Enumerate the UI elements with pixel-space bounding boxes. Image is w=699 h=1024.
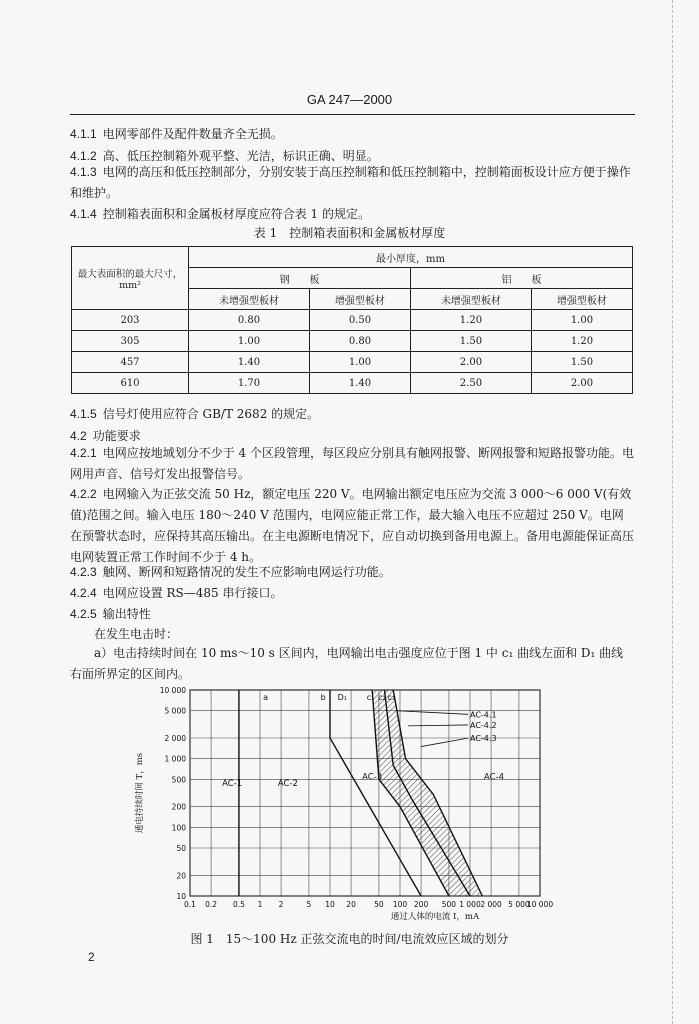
section-4-1-2: 4.1.2 高、低压控制箱外观平整、光洁，标识正确、明显。: [70, 149, 379, 163]
y-tick-label: 500: [171, 775, 186, 785]
figure-caption: 图 1 15～100 Hz 正弦交流电的时间/电流效应区域的划分: [190, 932, 509, 946]
curve-label: AC-4.3: [470, 734, 497, 744]
sub-header: 增强型板材: [309, 289, 410, 310]
curve-top-label: c₃: [387, 693, 396, 702]
table-cell: 0.80: [189, 310, 310, 331]
x-tick-label: 50: [374, 900, 384, 909]
curve-leader: [408, 725, 468, 726]
curve-top-label: a: [263, 693, 268, 702]
shock-item-a: a）电击持续时间在 10 ms～10 s 区间内，电网输出电击强度应位于图 1 中 c₁ 曲线左面和 D₁ 曲线右面所界定的区间内。: [70, 646, 624, 681]
table-cell: 1.20: [410, 310, 531, 331]
table-cell: 1.50: [410, 331, 531, 352]
table-row: [72, 331, 633, 352]
table-cell: 203: [72, 310, 189, 331]
table-cell: 1.00: [189, 331, 310, 352]
curve-label: AC-4.1: [470, 710, 497, 720]
section-4-2-4: 4.2.4 电网应设置 RS—485 串行接口。: [70, 586, 283, 600]
table-cell: 1.20: [531, 331, 632, 352]
x-tick-label: 0.5: [232, 900, 245, 909]
y-tick-label: 2 000: [164, 733, 186, 743]
table-cell: 610: [72, 373, 189, 394]
y-tick-label: 10: [176, 892, 186, 901]
table-cell: 2.00: [531, 373, 632, 394]
table-cell: 1.40: [309, 373, 410, 394]
time-current-zone-chart: [130, 682, 560, 922]
section-4-1-1: 4.1.1 电网零部件及配件数量齐全无损。: [70, 127, 283, 141]
table-cell: 0.50: [309, 310, 410, 331]
table-cell: 1.50: [531, 352, 632, 373]
x-tick-label: 1 000: [459, 900, 481, 909]
x-tick-label: 2 000: [480, 900, 502, 909]
x-tick-label: 500: [441, 900, 457, 909]
y-axis-label: 通电持续时间 T，ms: [135, 752, 145, 834]
curve-label: AC-4.2: [470, 720, 497, 730]
table-cell: 2.50: [410, 373, 531, 394]
y-tick-label: 20: [176, 871, 186, 881]
zone-label: AC-3: [362, 772, 383, 783]
aluminum-header: 铝 板: [410, 268, 632, 289]
y-tick-label: 50: [176, 844, 186, 854]
table-cell: 457: [72, 352, 189, 373]
scan-edge-line: [672, 0, 673, 1024]
table-cell: 1.70: [189, 373, 310, 394]
sub-header: 未增强型板材: [410, 289, 531, 310]
curve-top-label: D₁: [337, 693, 348, 702]
table-cell: 0.80: [309, 331, 410, 352]
sub-header: 未增强型板材: [189, 289, 310, 310]
y-tick-label: 1 000: [164, 754, 186, 764]
section-4-1-3: 4.1.3 电网的高压和低压控制部分，分别安装于高压控制箱和低压控制箱中，控制箱面板设计应方便于操作和维护。: [70, 165, 631, 200]
page-number: 2: [88, 950, 95, 964]
table-row: [72, 373, 633, 394]
x-tick-label: 100: [392, 900, 408, 909]
y-tick-label: 100: [171, 823, 186, 833]
x-tick-label: 1: [257, 900, 263, 909]
section-4-1-4: 4.1.4 控制箱表面积和金属板材厚度应符合表 1 的规定。: [70, 207, 370, 221]
steel-header: 钢 板: [189, 268, 411, 289]
x-tick-label: 200: [413, 900, 429, 909]
table-caption: 表 1 控制箱表面积和金属板材厚度: [253, 226, 446, 240]
table-cell: 305: [72, 331, 189, 352]
x-tick-label: 5 000: [508, 900, 530, 909]
curve-leader: [421, 738, 468, 746]
x-axis-label: 通过人体的电流 I，mA: [390, 912, 480, 922]
curve-top-label: c₁: [366, 693, 375, 702]
section-4-2-1: 4.2.1 电网应按地域划分不少于 4 个区段管理，每区段应分别具有触网报警、断网报警和短路报警功能。电网用声音、信号灯发出报警信号。: [70, 446, 634, 481]
x-tick-label: 0.2: [205, 900, 218, 909]
x-tick-label: 5: [306, 900, 312, 909]
x-tick-label: 20: [346, 900, 356, 909]
curve-top-label: c₂: [378, 693, 386, 702]
zone-label: AC-1: [222, 778, 243, 789]
shock-intro: 在发生电击时：: [94, 627, 179, 641]
header-rule: [70, 114, 635, 115]
x-tick-label: 2: [278, 900, 284, 909]
section-4-1-5: 4.1.5 信号灯使用应符合 GB/T 2682 的规定。: [70, 407, 320, 421]
section-4-2-5: 4.2.5 输出特性: [70, 607, 151, 621]
curve-top-label: b: [320, 693, 326, 702]
table-cell: 1.00: [531, 310, 632, 331]
zone-label: AC-4: [483, 772, 505, 783]
table-cell: 1.00: [309, 352, 410, 373]
col0-header: 最大表面积的最大尺寸，mm²: [72, 247, 189, 310]
x-tick-label: 10 000: [526, 900, 554, 909]
y-tick-label: 200: [171, 802, 186, 812]
thickness-table: [71, 246, 633, 394]
table-row: [72, 352, 633, 373]
y-tick-label: 5 000: [164, 706, 186, 716]
y-tick-label: 10 000: [159, 686, 186, 695]
section-4-2: 4.2 功能要求: [70, 429, 141, 443]
table-cell: 2.00: [410, 352, 531, 373]
zone-label: AC-2: [277, 778, 298, 789]
section-4-2-3: 4.2.3 触网、断网和短路情况的发生不应影响电网运行功能。: [70, 565, 391, 579]
sub-header: 增强型板材: [531, 289, 632, 310]
section-4-2-2: 4.2.2 电网输入为正弦交流 50 Hz，额定电压 220 V。电网输出额定电压应为交流 3 000～6 000 V(有效值)范围之间。输入电压 180～240 V 范围内，电网应能正常工作，最大输入电压不应超过 250 V。电网在预警状态时，应保持其高压输出。在主电源断电情况下，应自动切换到备用电源上。备用电源能保证高压电网装置正常工作时间不少于 4 h。: [70, 487, 635, 564]
table-cell: 1.40: [189, 352, 310, 373]
x-tick-label: 10: [325, 900, 335, 909]
table-row: [72, 310, 633, 331]
page-header: GA 247—2000: [306, 92, 393, 107]
min-thickness-header: 最小厚度，mm: [189, 247, 633, 268]
x-tick-label: 0.1: [184, 900, 196, 909]
curve-leader: [397, 711, 468, 715]
